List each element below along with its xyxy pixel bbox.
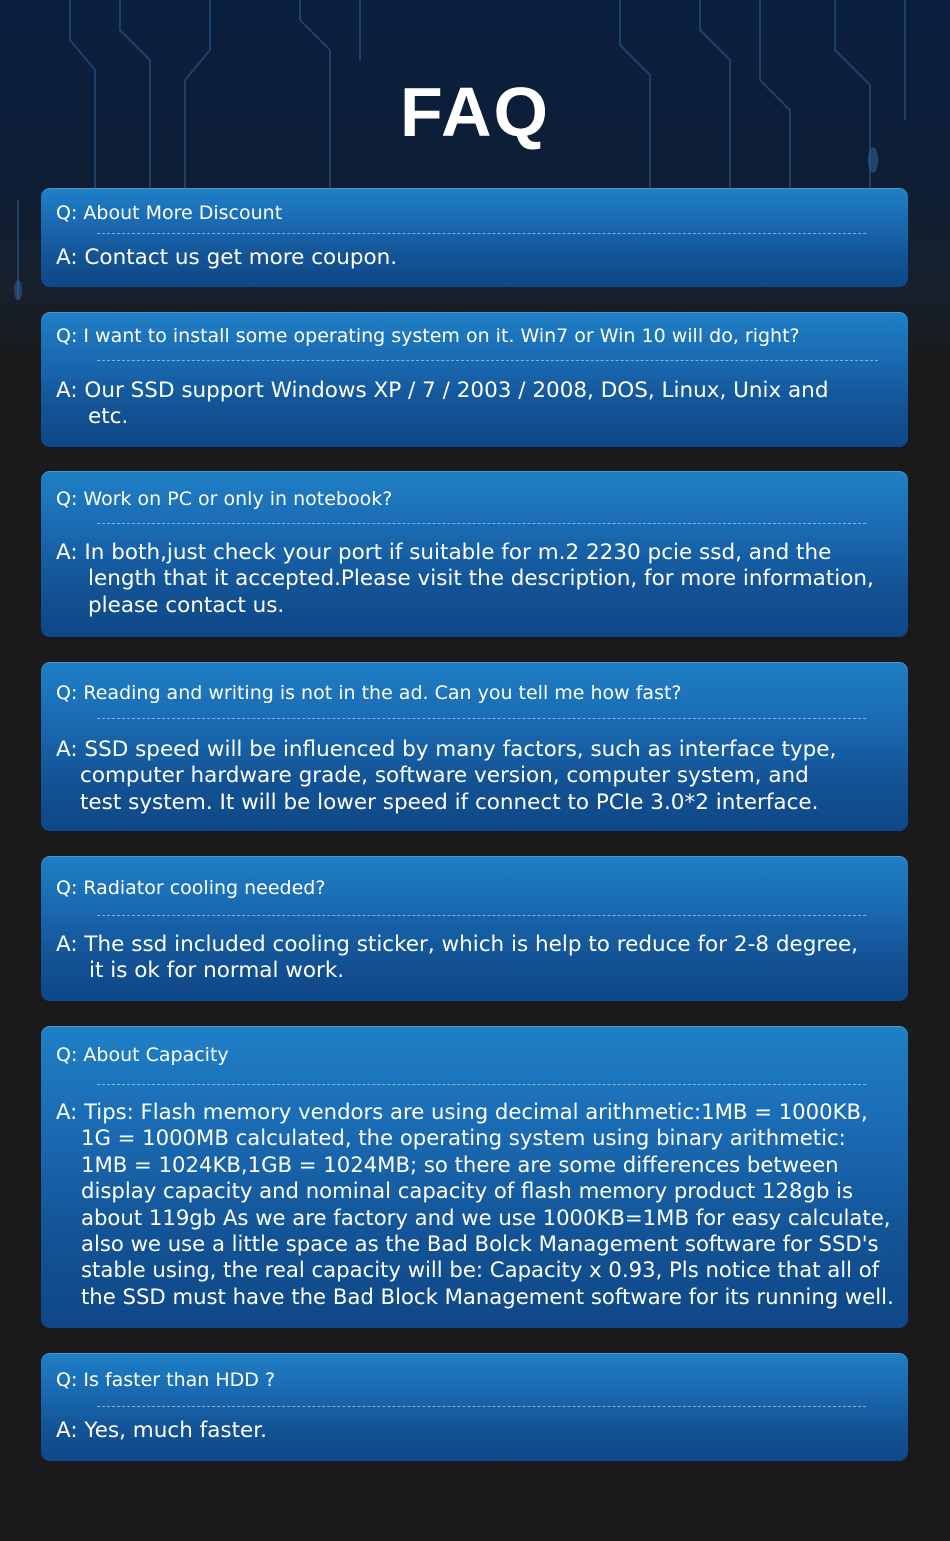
- answer-line: SSD speed will be influenced by many factors, such as interface type,: [84, 737, 837, 762]
- answer-line: In both,just check your port if suitable for m.2 2230 pcie ssd, and the: [84, 540, 832, 565]
- answer-line: 1G = 1000MB calculated, the operating system using binary arithmetic:: [81, 1125, 846, 1151]
- answer-line: The ssd included cooling sticker, which is help to reduce for 2-8 degree,: [84, 932, 859, 957]
- answer-line: 1MB = 1024KB,1GB = 1024MB; so there are some differences between: [81, 1151, 839, 1177]
- faq-answer: [56, 245, 902, 271]
- answer-line: Contact us get more coupon.: [84, 245, 398, 270]
- faq-answer: [56, 1418, 902, 1444]
- answer-line: also we use a little space as the Bad Bolck Management software for SSD's: [81, 1231, 879, 1257]
- answer-prefix: A:: [56, 1099, 78, 1124]
- faq-question: Q: Reading and writing is not in the ad. Can you tell me how fast?: [56, 682, 682, 704]
- answer-line: it is ok for normal work.: [89, 958, 345, 984]
- faq-divider: [97, 360, 878, 361]
- faq-question: Q: Work on PC or only in notebook?: [56, 488, 393, 510]
- faq-answer: [56, 737, 902, 816]
- answer-line: about 119gb As we are factory and we use 1000KB=1MB for easy calculate,: [81, 1204, 891, 1230]
- faq-answer: [56, 1099, 902, 1310]
- answer-prefix: A:: [56, 737, 78, 762]
- faq-card-operating-system: [41, 312, 908, 447]
- faq-answer: [56, 378, 902, 431]
- answer-line: Our SSD support Windows XP / 7 / 2003 / 2008, DOS, Linux, Unix and: [84, 378, 829, 403]
- page-title: FAQ: [400, 73, 550, 151]
- faq-question: Q: About More Discount: [56, 202, 283, 224]
- circuit-decoration: [0, 0, 950, 360]
- answer-line: computer hardware grade, software version, computer system, and: [80, 763, 809, 789]
- answer-line: Tips: Flash memory vendors are using decimal arithmetic:1MB = 1000KB,: [84, 1099, 868, 1124]
- answer-line: test system. It will be lower speed if connect to PCIe 3.0*2 interface.: [80, 789, 819, 815]
- faq-answer: [56, 540, 902, 619]
- answer-line: stable using, the real capacity will be: Capacity x 0.93, Pls notice that all of: [81, 1257, 880, 1283]
- faq-divider: [97, 1406, 866, 1407]
- faq-card-capacity: [41, 1026, 908, 1328]
- answer-line: length that it accepted.Please visit the description, for more information,: [88, 566, 874, 592]
- answer-line: the SSD must have the Bad Block Management software for its running well.: [81, 1283, 894, 1309]
- faq-answer: [56, 932, 902, 985]
- faq-card-discount: [41, 188, 908, 287]
- answer-prefix: A:: [56, 245, 78, 270]
- faq-question: Q: Radiator cooling needed?: [56, 877, 326, 899]
- answer-prefix: A:: [56, 378, 78, 403]
- faq-divider: [97, 1084, 866, 1085]
- answer-prefix: A:: [56, 932, 78, 957]
- answer-prefix: A:: [56, 1418, 78, 1443]
- faq-divider: [97, 915, 866, 916]
- faq-card-pc-notebook: [41, 471, 908, 637]
- faq-question: Q: Is faster than HDD ?: [56, 1369, 276, 1391]
- faq-card-hdd: [41, 1353, 908, 1461]
- faq-divider: [97, 523, 866, 524]
- faq-divider: [97, 718, 866, 719]
- faq-card-cooling: [41, 856, 908, 1001]
- faq-question: Q: I want to install some operating system on it. Win7 or Win 10 will do, right?: [56, 325, 800, 347]
- answer-prefix: A:: [56, 540, 78, 565]
- answer-line: display capacity and nominal capacity of flash memory product 128gb is: [81, 1178, 854, 1204]
- answer-line: please contact us.: [88, 592, 285, 618]
- answer-line: etc.: [88, 404, 129, 430]
- answer-line: Yes, much faster.: [84, 1418, 267, 1443]
- faq-card-speed: [41, 662, 908, 831]
- faq-divider: [97, 233, 866, 234]
- faq-question: Q: About Capacity: [56, 1044, 229, 1066]
